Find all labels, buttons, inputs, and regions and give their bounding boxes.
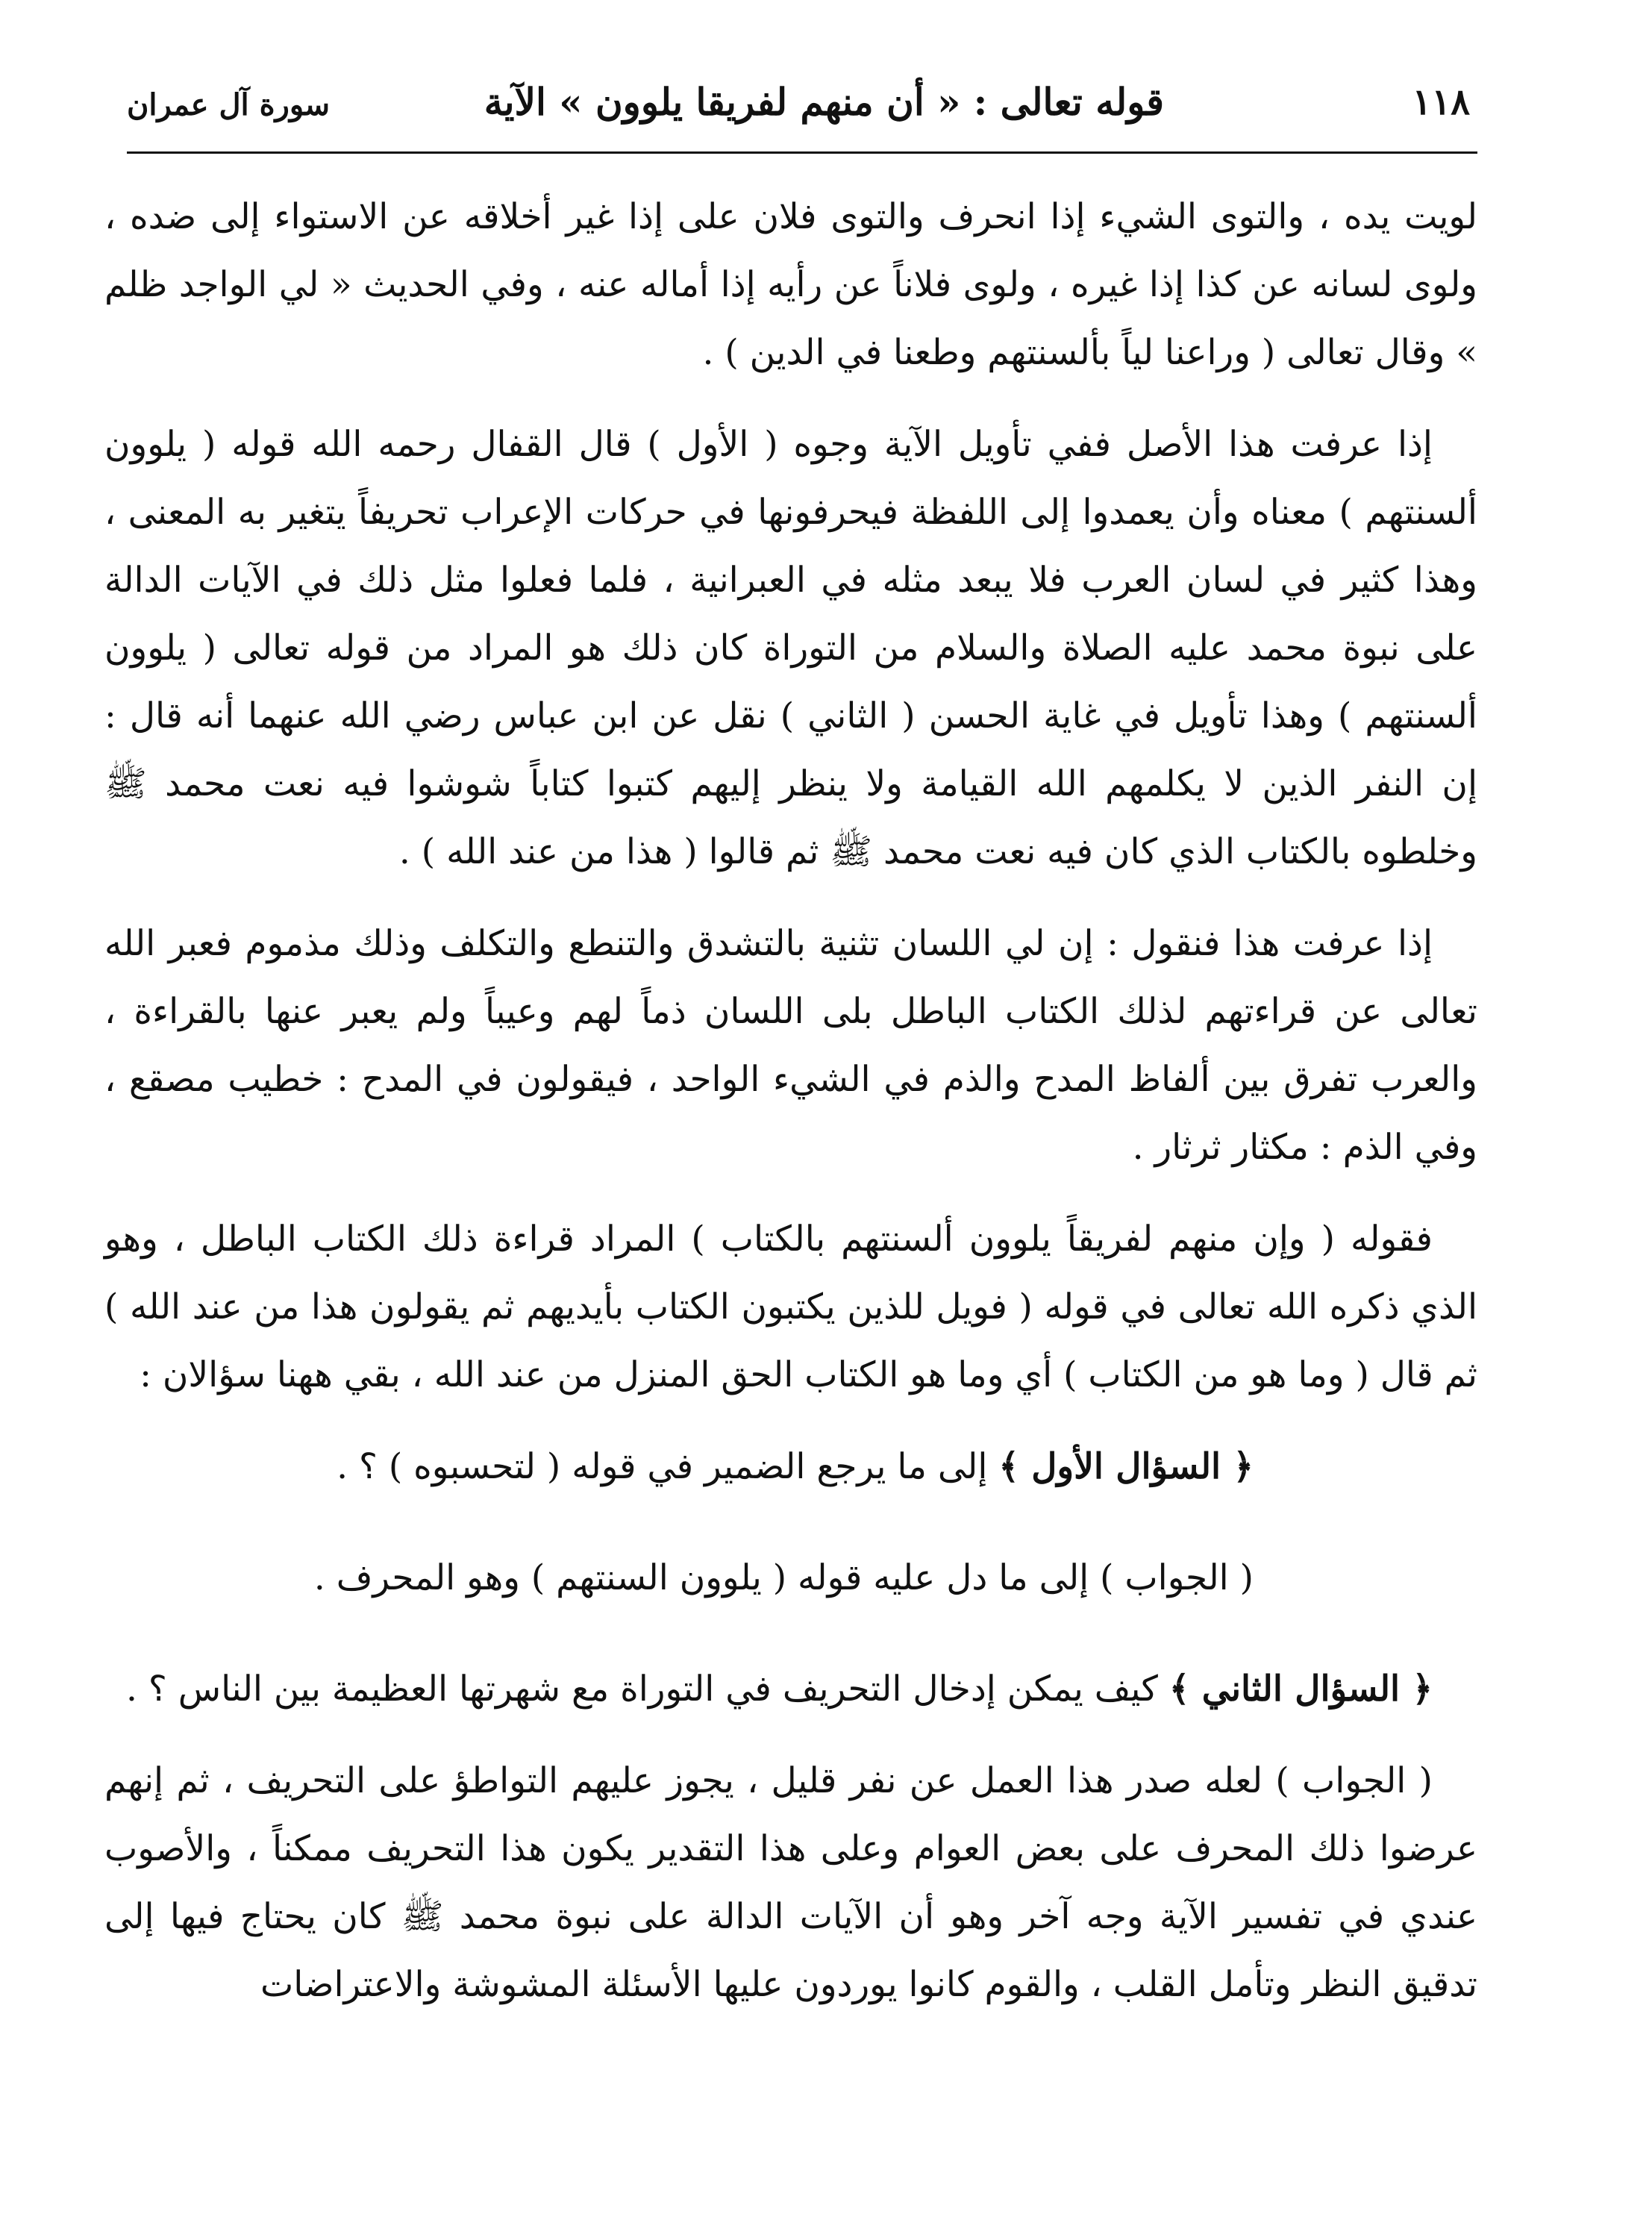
paragraph-3: إذا عرفت هذا فنقول : إن لي اللسان تثنية بالتشدق والتنطع والتكلف وذلك مذموم فعبر الله تعالى عن قراءتهم لذلك الكتاب الباطل بلى اللسان ذماً لهم وعيباً ولم يعبر عنها بالقراءة ، والعرب تفرق بين ألفاظ المدح والذم في الشيء الواحد ، فيقولون في المدح : خطيب مصقع ، وفي الذم : مكثار ثرثار . xyxy=(104,923,1477,1168)
surah-name: سورة آل عمران xyxy=(127,87,331,122)
book-page xyxy=(104,71,1477,2175)
paragraph-4: فقوله ( وإن منهم لفريقاً يلوون ألسنتهم بالكتاب ) المراد قراءة ذلك الكتاب الباطل ، وهو الذي ذكره الله تعالى في قوله ( فويل للذين يكتبون الكتاب بأيديهم ثم يقولون هذا من عند الله ) ثم قال ( وما هو من الكتاب ) أي وما هو الكتاب الحق المنزل من عند الله ، بقي ههنا سؤالان : xyxy=(104,1219,1477,1395)
paragraph-2: إذا عرفت هذا الأصل ففي تأويل الآية وجوه ( الأول ) قال القفال رحمه الله قوله ( يلوون ألسنتهم ) معناه وأن يعمدوا إلى اللفظة فيحرفونها في حركات الإعراب تحريفاً يتغير به المعنى ، وهذا كثير في لسان العرب فلا يبعد مثله في العبرانية ، فلما فعلوا مثل ذلك في الآيات الدالة على نبوة محمد عليه الصلاة والسلام من التوراة كان ذلك هو المراد من قوله تعالى ( يلوون ألسنتهم ) وهذا تأويل في غاية الحسن ( الثاني ) نقل عن ابن عباس رضي الله عنهما أنه قال : إن النفر الذين لا يكلمهم الله القيامة ولا ينظر إليهم كتبوا كتاباً شوشوا فيه نعت محمد ﷺ وخلطوه بالكتاب الذي كان فيه نعت محمد ﷺ ثم قالوا ( هذا من عند الله ) . xyxy=(104,424,1477,872)
answer-2: ( الجواب ) لعله صدر هذا العمل عن نفر قليل ، يجوز عليهم التواطؤ على التحريف ، ثم إنهم عرضوا ذلك المحرف على بعض العوام وعلى هذا التقدير يكون هذا التحريف ممكناً ، والأصوب عندي في تفسير الآية وجه آخر وهو أن الآيات الدالة على نبوة محمد ﷺ كان يحتاج فيها إلى تدقيق النظر وتأمل القلب ، والقوم كانوا يوردون عليها الأسئلة المشوشة والاعتراضات xyxy=(104,1760,1477,2005)
running-title: قوله تعالى : « أن منهم لفريقا يلوون » الآية xyxy=(484,80,1164,124)
page-body xyxy=(104,183,1477,2042)
question-1-heading: ﴿ السؤال الأول ﴾ xyxy=(998,1446,1254,1487)
question-1-text: إلى ما يرجع الضمير في قوله ( لتحسبوه ) ؟ . xyxy=(337,1446,988,1487)
question-2-heading: ﴿ السؤال الثاني ﴾ xyxy=(1168,1669,1433,1710)
answer-1: ( الجواب ) إلى ما دل عليه قوله ( يلوون السنتهم ) وهو المحرف . xyxy=(313,1557,1254,1598)
question-2-text: كيف يمكن إدخال التحريف في التوراة مع شهرتها العظيمة بين الناس ؟ . xyxy=(125,1669,1158,1710)
page-number: ١١٨ xyxy=(1412,81,1470,123)
page-header xyxy=(104,71,1477,143)
paragraph-1: لويت يده ، والتوى الشيء إذا انحرف والتوى فلان على إذا غير أخلاقه عن الاستواء إلى ضده ، ولوى لسانه عن كذا إذا غيره ، ولوى فلاناً عن رأيه إذا أماله عنه ، وفي الحديث « لي الواجد ظلم » وقال تعالى ( وراعنا لياً بألسنتهم وطعنا في الدين ) . xyxy=(104,196,1477,373)
question-1 xyxy=(104,1433,1477,1501)
header-divider xyxy=(127,151,1477,154)
question-2 xyxy=(104,1655,1477,1723)
